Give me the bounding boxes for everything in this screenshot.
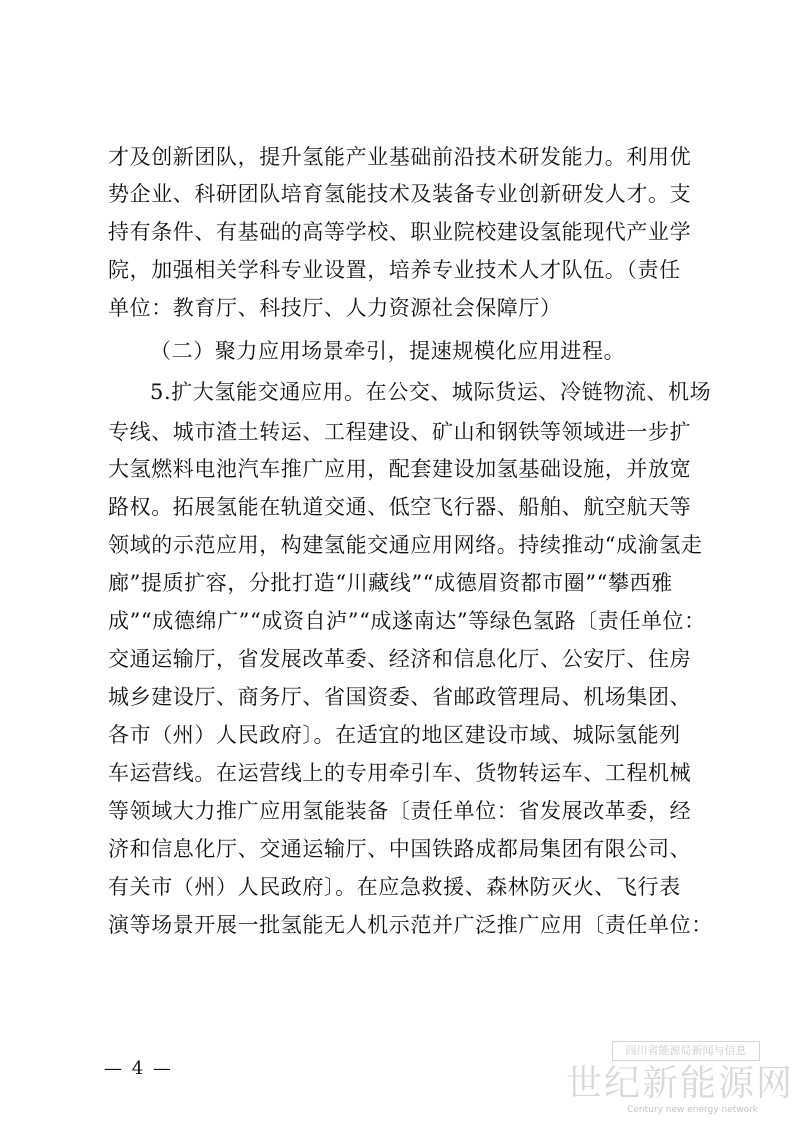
body-line: 廊”提质扩容，分批打造“川藏线”“成德眉资都市圈”“攀西雅 <box>108 571 673 595</box>
body-line: 演等场景开展一批氢能无人机示范并广泛推广应用〔责任单位： <box>108 913 713 937</box>
body-line: 领域的示范应用，构建氢能交通应用网络。持续推动“成渝氢走 <box>108 533 703 557</box>
body-line: 路权。拓展氢能在轨道交通、低空飞行器、船舶、航空航天等 <box>108 495 692 519</box>
body-line: 才及创新团队，提升氢能产业基础前沿技术研发能力。利用优 <box>108 145 692 169</box>
body-line: 专线、城市渣土转运、工程建设、矿山和钢铁等领域进一步扩 <box>108 420 692 444</box>
section-heading: （二）聚力应用场景牵引，提速规模化应用进程。 <box>150 339 626 363</box>
body-line: 持有条件、有基础的高等学校、职业院校建设氢能现代产业学 <box>108 220 692 244</box>
watermark-subtitle: Century new energy network <box>627 1105 758 1115</box>
body-line: 等领域大力推广应用氢能装备〔责任单位：省发展改革委，经 <box>108 799 692 823</box>
body-line: 济和信息化厅、交通运输厅、中国铁路成都局集团有限公司、 <box>108 837 692 861</box>
body-line: 成”“成德绵广”“成资自泸”“成遂南达”等绿色氢路〔责任单位： <box>108 609 706 633</box>
body-line: 院，加强相关学科专业设置，培养专业技术人才队伍。（责任 <box>108 258 681 282</box>
body-line: 大氢燃料电池汽车推广应用，配套建设加氢基础设施，并放宽 <box>108 457 692 481</box>
watermark-logo-text: 世纪新能源网 <box>566 1063 794 1104</box>
body-line: 单位：教育厅、科技厅、人力资源社会保障厅） <box>108 296 562 320</box>
page-number: — 4 — <box>104 1058 173 1079</box>
body-line: 各市（州）人民政府〕。在适宜的地区建设市域、城际氢能列 <box>108 723 681 747</box>
body-line: 有关市（州）人民政府〕。在应急救援、森林防灭火、飞行表 <box>108 875 681 899</box>
body-line: 5.扩大氢能交通应用。在公交、城际货运、冷链物流、机场 <box>150 380 712 404</box>
body-line: 势企业、科研团队培育氢能技术及装备专业创新研发人才。支 <box>108 182 692 206</box>
body-line: 车运营线。在运营线上的专用牵引车、货物转运车、工程机械 <box>108 761 692 785</box>
watermark-top-label: 四川省能源局新闻与信息 <box>612 1041 760 1061</box>
body-line: 城乡建设厅、商务厅、省国资委、省邮政管理局、机场集团、 <box>108 685 692 709</box>
body-line: 交通运输厅，省发展改革委、经济和信息化厅、公安厅、住房 <box>108 647 692 671</box>
